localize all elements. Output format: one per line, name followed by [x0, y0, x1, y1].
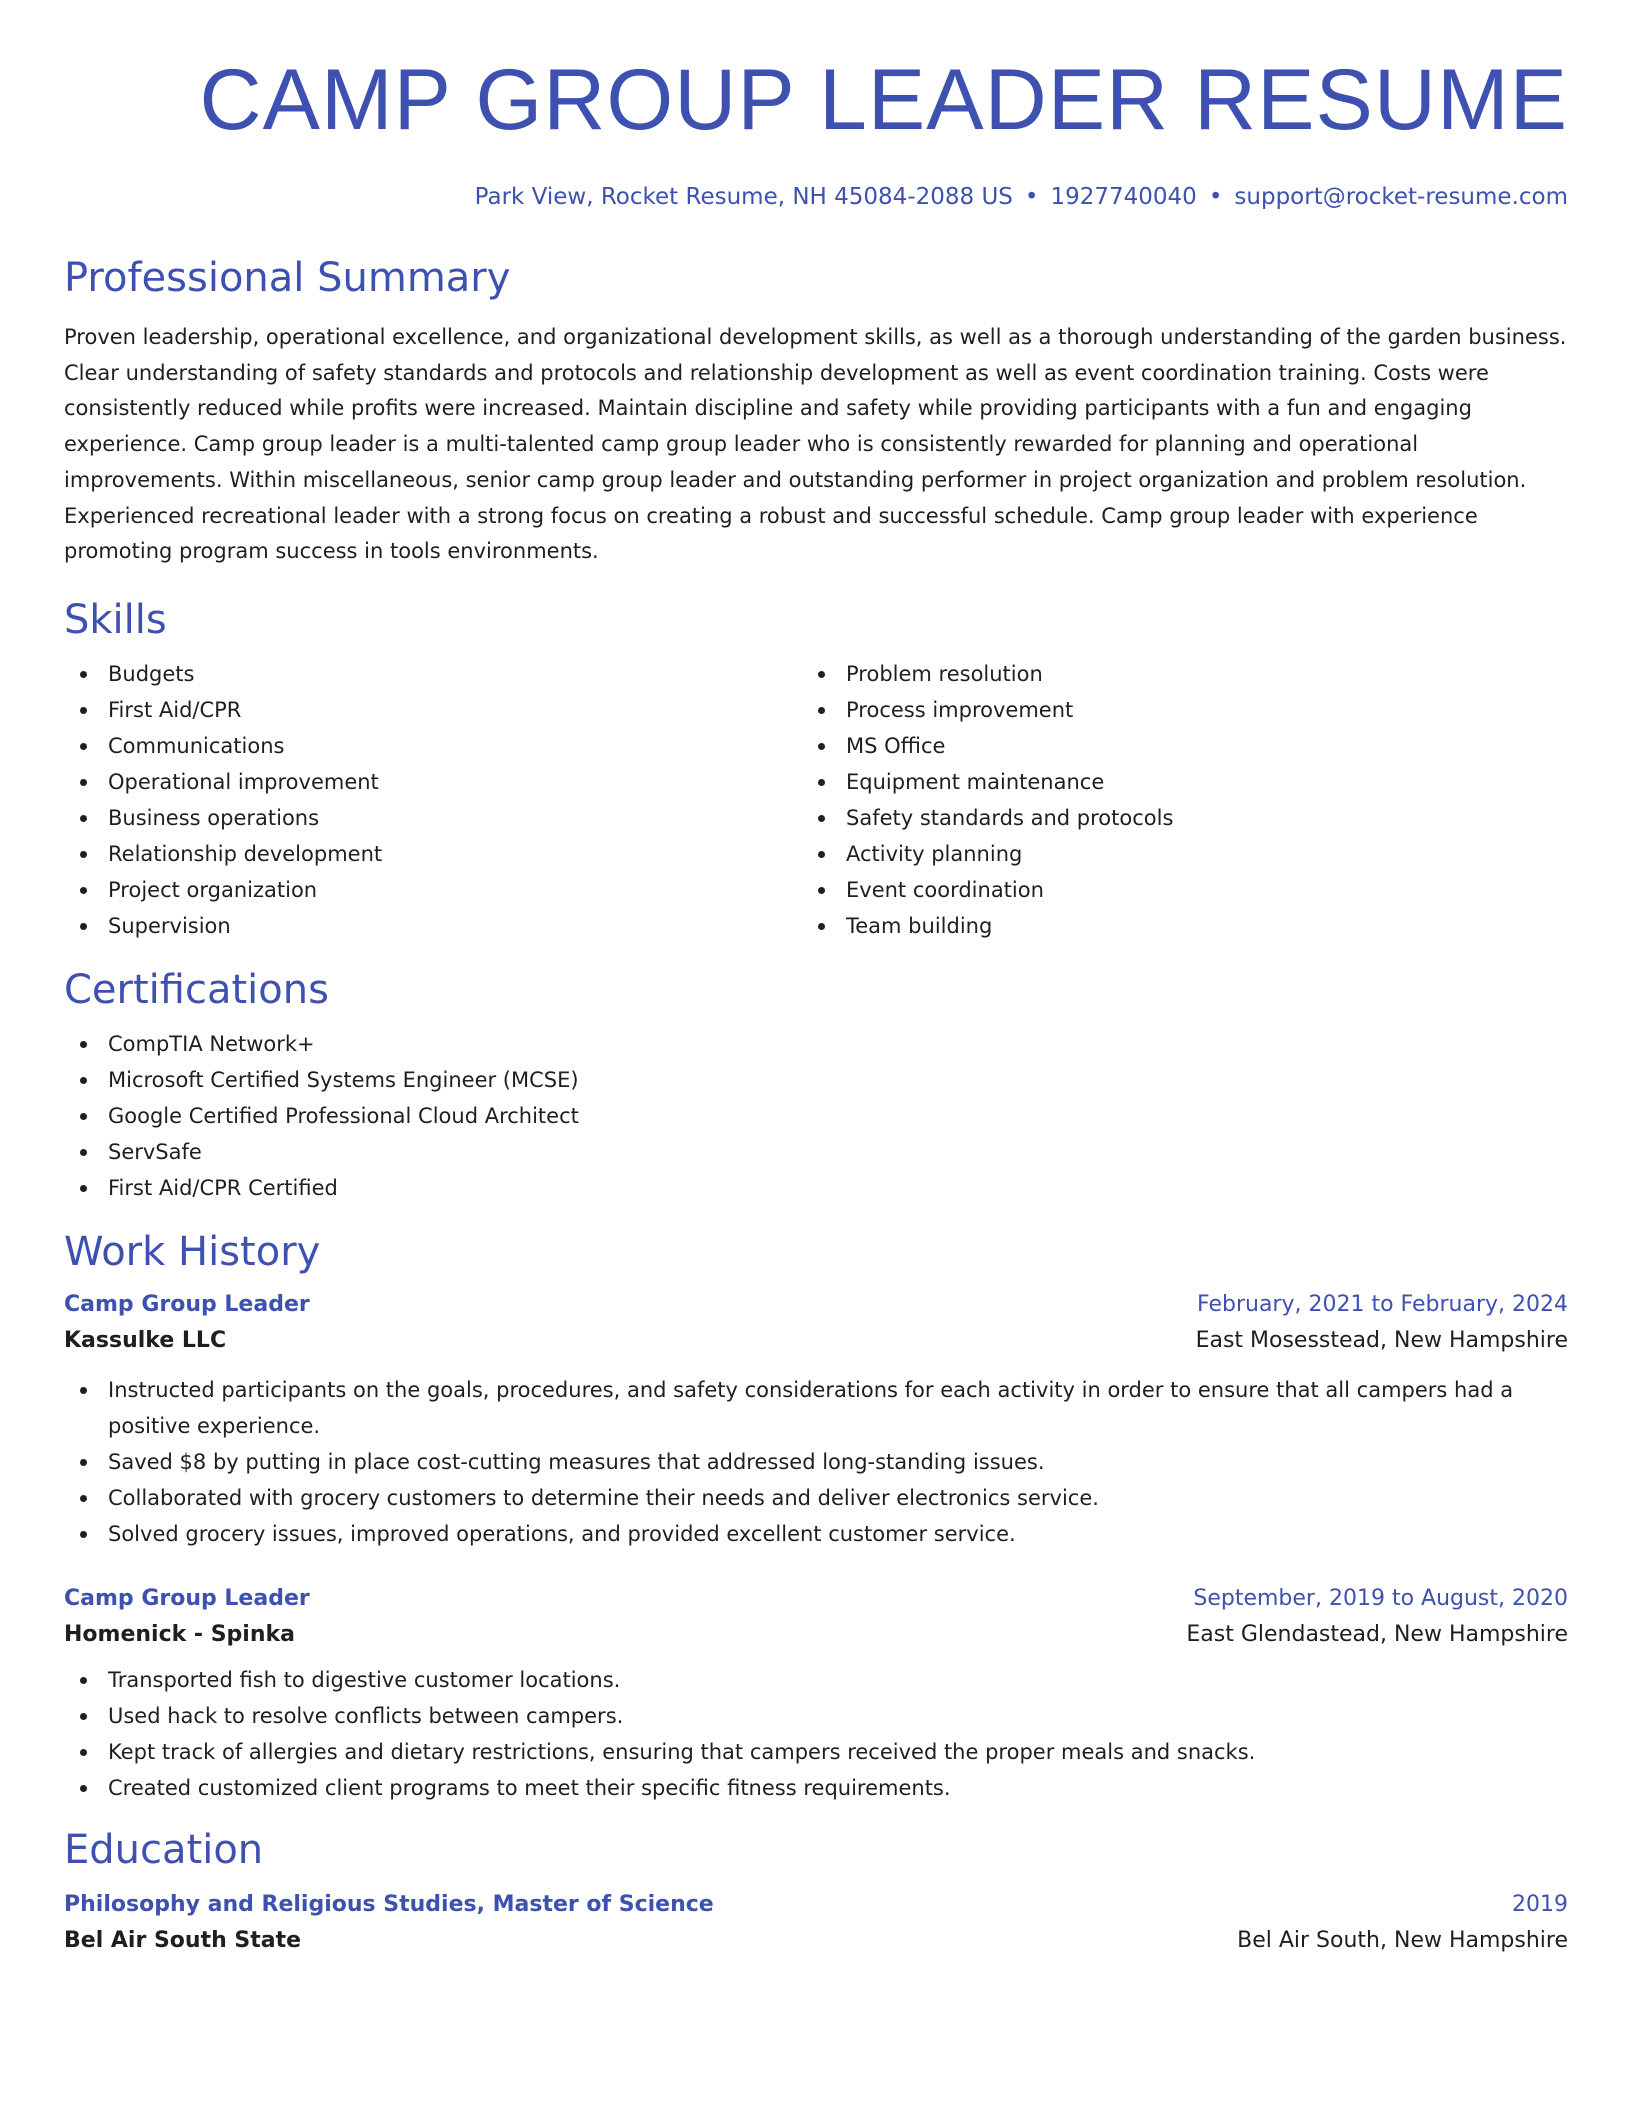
skill-item: Relationship development: [64, 836, 802, 872]
job-bullet: Used hack to resolve conflicts between campers.: [64, 1698, 1568, 1734]
job-bullet: Created customized client programs to meet their specific fitness requirements.: [64, 1770, 1568, 1806]
certification-item: First Aid/CPR Certified: [64, 1170, 1568, 1206]
certifications-section: [64, 966, 1568, 1206]
skill-item: Problem resolution: [802, 656, 1540, 692]
summary-section: [64, 254, 1568, 570]
education-entry: [64, 1888, 1568, 1960]
summary-heading: Professional Summary: [64, 255, 511, 301]
contact-phone: 1927740040: [1050, 184, 1197, 210]
skill-item: Communications: [64, 728, 802, 764]
certification-item: Google Certified Professional Cloud Architect: [64, 1098, 1568, 1134]
education-heading: Education: [64, 1826, 264, 1873]
job-bullet: Saved $8 by putting in place cost-cutting measures that addressed long-standing issues.: [64, 1444, 1568, 1480]
skills-grid: [64, 656, 1568, 944]
skill-item: Supervision: [64, 908, 802, 944]
skill-item: Activity planning: [802, 836, 1540, 872]
education-degree: Philosophy and Religious Studies, Master of Science: [64, 1891, 714, 1917]
job-bullet: Collaborated with grocery customers to determine their needs and deliver electronics service.: [64, 1480, 1568, 1516]
certification-item: CompTIA Network+: [64, 1026, 1568, 1062]
skill-item: Equipment maintenance: [802, 764, 1540, 800]
skill-item: Project organization: [64, 872, 802, 908]
contact-line: [64, 182, 1568, 212]
skill-item: Team building: [802, 908, 1540, 944]
education-year: 2019: [1512, 1891, 1568, 1917]
skills-section: [64, 596, 1568, 944]
skills-heading: Skills: [64, 596, 167, 643]
skills-list-left: [64, 656, 802, 944]
skill-item: Process improvement: [802, 692, 1540, 728]
certifications-heading: Certifications: [64, 966, 329, 1013]
certifications-list: [64, 1026, 1568, 1206]
summary-text: Proven leadership, operational excellence, and organizational development skills, as well as a thorough understanding of the garden business. Clear understanding of safety standards and protocols and relationship development as well as event coordination training. Costs were consistently reduced while profits were increased. Maintain discipline and safety while providing participants with a fun and engaging experience. Camp group leader is a multi-talented camp group leader who is consistently rewarded for planning and operational improvements. Within miscellaneous, senior camp group leader and outstanding performer in project organization and problem resolution. Experienced recreational leader with a strong focus on creating a robust and successful schedule. Camp group leader with experience promoting program success in tools environments.: [64, 325, 1567, 564]
skill-item: Safety standards and protocols: [802, 800, 1540, 836]
job-dates: September, 2019 to August, 2020: [1193, 1585, 1568, 1611]
job-role: Camp Group Leader: [64, 1585, 310, 1611]
job-bullets: [64, 1372, 1568, 1552]
job-company-row: [64, 1322, 1568, 1360]
skill-item: MS Office: [802, 728, 1540, 764]
job-header-row: [64, 1288, 1568, 1322]
work-history-heading: Work History: [64, 1228, 321, 1275]
skill-item: Business operations: [64, 800, 802, 836]
separator-dot: •: [1208, 184, 1223, 210]
job-bullets: [64, 1662, 1568, 1806]
certification-item: ServSafe: [64, 1134, 1568, 1170]
job-header-row: [64, 1582, 1568, 1616]
resume-header: [64, 0, 1568, 212]
skills-list-right: [802, 656, 1540, 944]
job-entry: [64, 1582, 1568, 1806]
job-company-row: [64, 1616, 1568, 1654]
contact-address: Park View, Rocket Resume, NH 45084-2088 US: [474, 184, 1013, 210]
job-company: Kassulke LLC: [64, 1327, 227, 1353]
certification-item: Microsoft Certified Systems Engineer (MCSE): [64, 1062, 1568, 1098]
education-header-row: [64, 1888, 1568, 1922]
education-school-row: [64, 1922, 1568, 1960]
work-history-section: [64, 1228, 1568, 1806]
job-dates: February, 2021 to February, 2024: [1197, 1291, 1568, 1317]
job-bullet: Transported fish to digestive customer locations.: [64, 1662, 1568, 1698]
job-location: East Mosesstead, New Hampshire: [1195, 1327, 1568, 1353]
job-bullet: Kept track of allergies and dietary restrictions, ensuring that campers received the proper meals and snacks.: [64, 1734, 1568, 1770]
job-role: Camp Group Leader: [64, 1291, 310, 1317]
job-entry: [64, 1288, 1568, 1552]
education-section: [64, 1826, 1568, 1960]
job-location: East Glendastead, New Hampshire: [1186, 1621, 1568, 1647]
contact-email[interactable]: support@rocket-resume.com: [1234, 184, 1568, 210]
separator-dot: •: [1024, 184, 1039, 210]
skill-item: Event coordination: [802, 872, 1540, 908]
skill-item: First Aid/CPR: [64, 692, 802, 728]
resume-title: CAMP GROUP LEADER RESUME: [199, 52, 1568, 148]
skill-item: Operational improvement: [64, 764, 802, 800]
education-location: Bel Air South, New Hampshire: [1237, 1927, 1568, 1953]
job-bullet: Solved grocery issues, improved operations, and provided excellent customer service.: [64, 1516, 1568, 1552]
skill-item: Budgets: [64, 656, 802, 692]
job-bullet: Instructed participants on the goals, procedures, and safety considerations for each activity in order to ensure that all campers had a positive experience.: [64, 1372, 1568, 1444]
education-school: Bel Air South State: [64, 1927, 302, 1953]
job-company: Homenick - Spinka: [64, 1621, 295, 1647]
